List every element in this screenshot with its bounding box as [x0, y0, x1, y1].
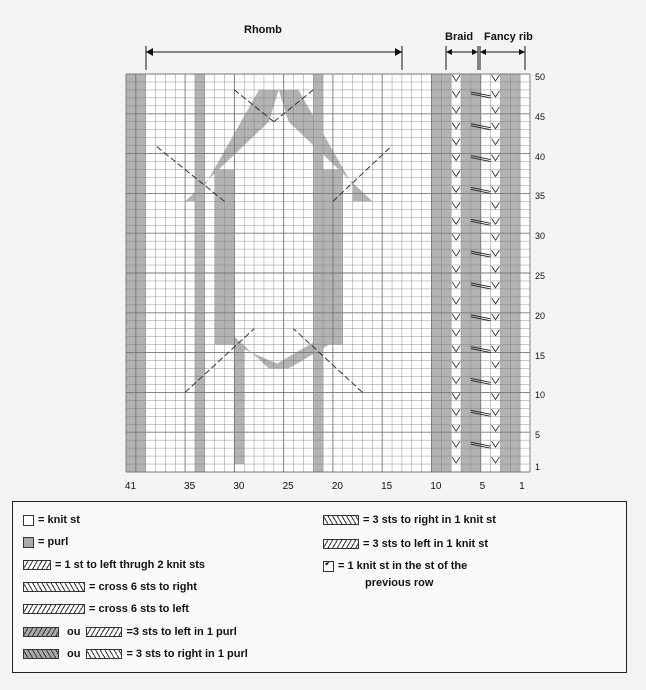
section-label-braid: Braid [445, 31, 474, 43]
legend-right-purl: ou = 3 sts to right in 1 purl [23, 648, 248, 660]
knit-symbol-icon [23, 515, 34, 526]
x-tick-label: 15 [381, 481, 393, 492]
y-tick-label: 35 [535, 191, 546, 202]
legend-cross-right: = cross 6 sts to right [23, 581, 197, 593]
x-tick-label: 10 [430, 481, 442, 492]
legend-knit: = knit st [23, 514, 80, 526]
cross-left-symbol-icon [23, 604, 85, 614]
y-tick-label: 30 [535, 231, 546, 242]
legend-v-knit: ✓ = 1 knit st in the st of the [323, 560, 467, 572]
purl-symbol-icon [23, 537, 34, 548]
y-tick-label: 10 [535, 390, 546, 401]
left-knit-symbol-icon [323, 539, 359, 549]
x-tick-label: 41 [124, 481, 137, 492]
x-tick-label: 25 [282, 481, 294, 492]
y-tick-label: 1 [535, 462, 541, 473]
y-tick-label: 25 [535, 270, 546, 281]
cross-right-symbol-icon [23, 582, 85, 592]
y-tick-label: 5 [535, 430, 541, 441]
section-label-fancy-rib: Fancy rib [484, 31, 533, 43]
y-tick-label: 40 [535, 151, 546, 162]
y-tick-label: 20 [535, 310, 546, 321]
legend-purl: = purl [23, 536, 68, 548]
section-label-rhomb: Rhomb [244, 24, 282, 36]
right-knit-symbol-icon [323, 515, 359, 525]
legend-left-purl: ou =3 sts to left in 1 purl [23, 626, 237, 638]
y-tick-label: 50 [535, 71, 546, 82]
legend-right-knit: = 3 sts to right in 1 knit st [323, 514, 496, 526]
x-tick-label: 30 [233, 481, 245, 492]
y-tick-label: 45 [535, 111, 546, 122]
x-tick-label: 5 [479, 481, 486, 492]
x-tick-label: 1 [519, 481, 525, 492]
right-purl-alt-symbol-icon [86, 649, 122, 659]
left-purl-symbol-icon [23, 627, 59, 637]
rhomb-lower-stem-left [313, 345, 323, 464]
y-tick-label: 15 [535, 350, 546, 361]
legend-v-knit-line2: previous row [365, 577, 434, 589]
right-purl-symbol-icon [23, 649, 59, 659]
legend-cross-left: = cross 6 sts to left [23, 603, 189, 615]
left-purl-alt-symbol-icon [86, 627, 122, 637]
left-cross-symbol-icon [23, 560, 51, 570]
x-tick-label: 20 [331, 481, 343, 492]
legend-box [12, 501, 627, 673]
legend-left-2: = 1 st to left thrugh 2 knit sts [23, 559, 205, 571]
v-knit-symbol-icon [323, 561, 334, 572]
x-tick-label: 35 [184, 481, 196, 492]
legend-left-knit: = 3 sts to left in 1 knit st [323, 538, 488, 550]
rhomb-lower-stem-right [234, 345, 244, 464]
